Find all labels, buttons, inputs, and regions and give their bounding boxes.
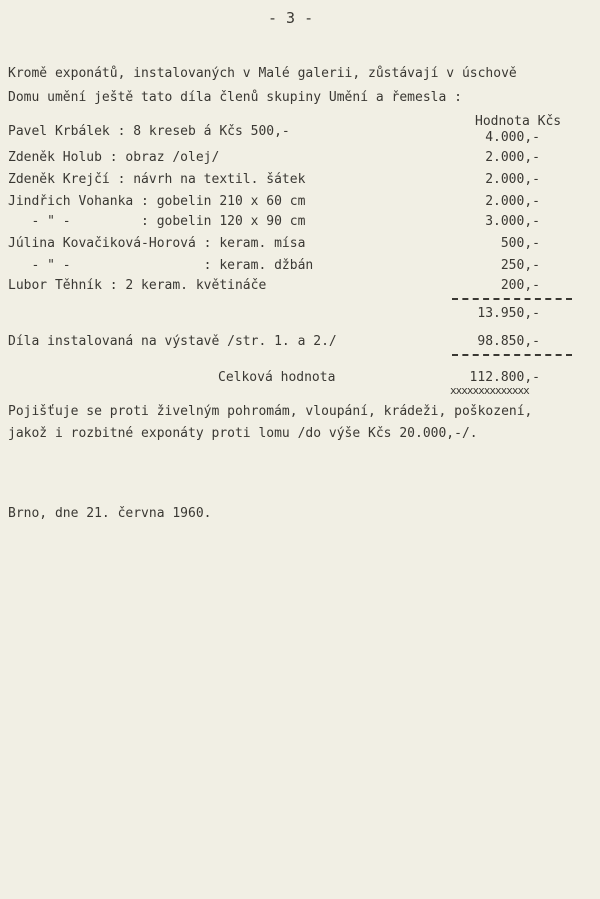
place-date: Brno, dne 21. června 1960.	[8, 506, 212, 521]
subtotal-rule	[452, 298, 572, 300]
item-value: 250,-	[500, 258, 540, 273]
item-text: Júlina Kovačiková-Horová : keram. mísa	[8, 236, 306, 251]
item-value: 500,-	[500, 236, 540, 251]
total-underline: xxxxxxxxxxxxxx	[450, 384, 529, 397]
item-value: 2.000,-	[485, 194, 540, 209]
item-text: Jindřich Vohanka : gobelin 210 x 60 cm	[8, 194, 306, 209]
column-header: Hodnota Kčs	[475, 114, 562, 129]
intro-line-1: Kromě exponátů, instalovaných v Malé galerii, zůstávají v úschově	[8, 66, 517, 81]
item-value: 4.000,-	[485, 130, 540, 145]
total-rule	[452, 354, 572, 356]
subtotal-value: 13.950,-	[477, 306, 540, 321]
total-value: 112.800,-	[469, 370, 540, 385]
item-text: - " - : keram. džbán	[8, 258, 314, 273]
item-text: Zdeněk Holub : obraz /olej/	[8, 150, 220, 165]
installed-value: 98.850,-	[477, 334, 540, 349]
page-number: - 3 -	[268, 9, 314, 27]
item-value: 2.000,-	[485, 172, 540, 187]
item-text: Lubor Těhník : 2 keram. květináče	[8, 278, 267, 293]
item-value: 2.000,-	[485, 150, 540, 165]
item-text: - " - : gobelin 120 x 90 cm	[8, 214, 306, 229]
total-label: Celková hodnota	[218, 370, 336, 385]
intro-line-2: Domu umění ještě tato díla členů skupiny Umění a řemesla :	[8, 90, 462, 105]
item-value: 3.000,-	[485, 214, 540, 229]
insurance-line-2: jakož i rozbitné exponáty proti lomu /do výše Kčs 20.000,-/.	[8, 426, 478, 441]
item-text: Zdeněk Krejčí : návrh na textil. šátek	[8, 172, 306, 187]
installed-label: Díla instalovaná na výstavě /str. 1. a 2./	[8, 334, 337, 349]
item-text: Pavel Krbálek : 8 kreseb á Kčs 500,-	[8, 124, 290, 139]
item-value: 200,-	[500, 278, 540, 293]
insurance-line-1: Pojišťuje se proti živelným pohromám, vloupání, krádeži, poškození,	[8, 404, 533, 419]
